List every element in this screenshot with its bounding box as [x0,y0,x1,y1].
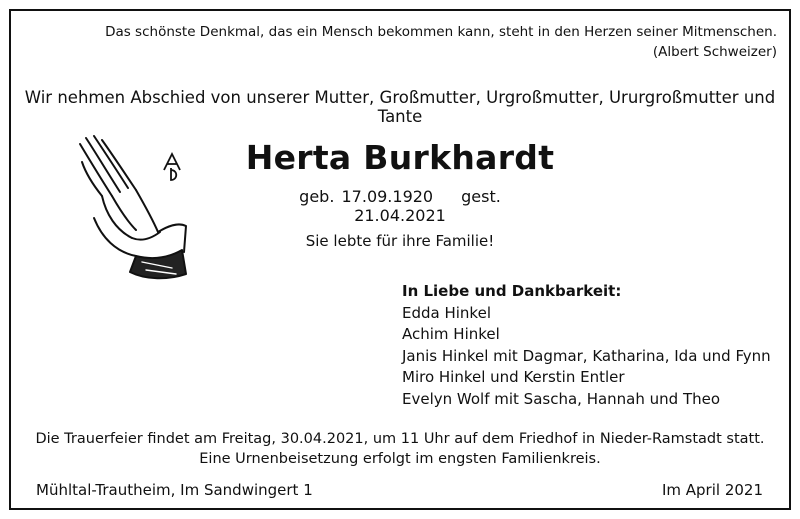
funeral-line-1: Die Trauerfeier findet am Freitag, 30.04.2021, um 11 Uhr auf dem Friedhof in Nieder-Ramstadt statt. [35,431,765,447]
mourners-heading: In Liebe und Dankbarkeit: [402,282,622,300]
mourner-entry: Edda Hinkel [402,303,491,322]
funeral-line-2: Eine Urnenbeisetzung erfolgt im engsten Familienkreis. [199,451,601,467]
mourner-entry: Janis Hinkel mit Dagmar, Katharina, Ida und Fynn [402,346,771,365]
life-dates [250,187,550,225]
death-date: gest. 21.04.2021 [354,187,501,225]
address: Mühltal-Trautheim, Im Sandwingert 1 [36,481,313,499]
motto-text: Sie lebte für ihre Familie! [305,232,495,250]
intro-text: Wir nehmen Abschied von unserer Mutter, Großmutter, Urgroßmutter, Ururgroßmutter und Tante [24,88,776,126]
birth-date: geb. 17.09.1920 [299,187,434,206]
date-line: Im April 2021 [661,481,763,499]
mourners-list [402,281,771,410]
mourner-entry: Miro Hinkel und Kerstin Entler [402,368,625,386]
quote-author: (Albert Schweizer) [652,44,777,60]
mourner-entry: Achim Hinkel [402,325,500,343]
quote-block [77,22,777,62]
mourner-entry: Evelyn Wolf mit Sascha, Hannah und Theo [402,389,721,408]
funeral-info [0,429,800,469]
deceased-name: Herta Burkhardt [245,138,555,177]
quote-text: Das schönste Denkmal, das ein Mensch bekommen kann, steht in den Herzen seiner Mitmenschen. [105,24,777,40]
